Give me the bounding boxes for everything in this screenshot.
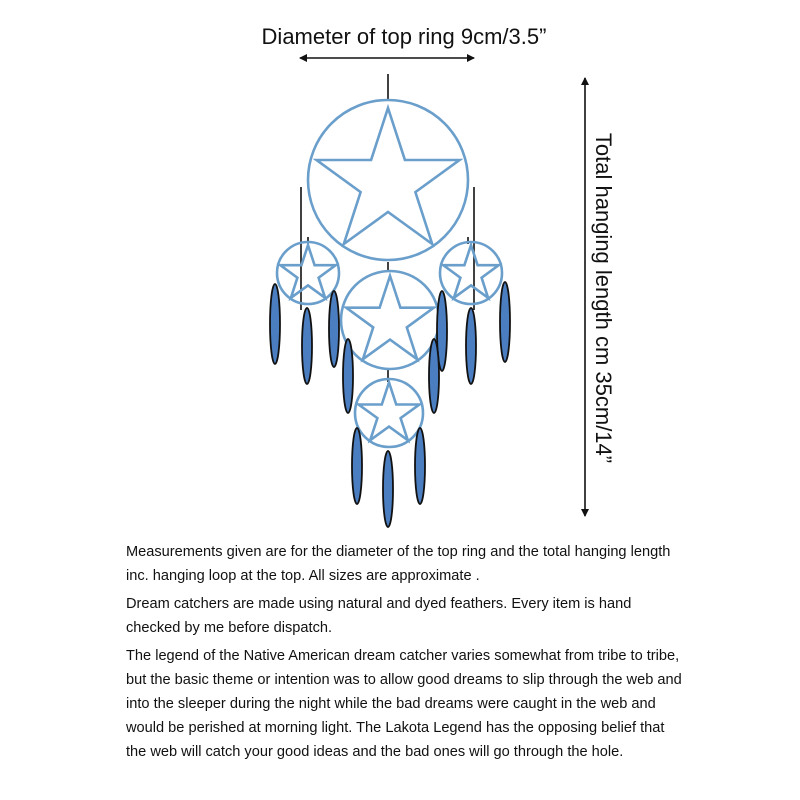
right-ring-hoop [440, 242, 502, 304]
feather-11 [415, 428, 425, 504]
feather-1 [270, 284, 280, 364]
top-ring-hoop [308, 100, 468, 260]
feather-6 [466, 308, 476, 384]
right-ring-star-icon [443, 245, 498, 298]
top-ring [308, 100, 468, 260]
middle-ring [341, 271, 439, 369]
feather-10 [383, 451, 393, 527]
top-ring-diameter-label: Diameter of top ring 9cm/3.5” [261, 24, 547, 49]
left-ring-hoop [277, 242, 339, 304]
right-ring [440, 242, 502, 304]
top-ring-star-icon [317, 108, 460, 244]
middle-ring-hoop [341, 271, 439, 369]
left-ring [277, 242, 339, 304]
bottom-ring-star-icon [359, 382, 420, 440]
feather-4 [343, 339, 353, 413]
feather-8 [429, 339, 439, 413]
bottom-ring-hoop [355, 379, 423, 447]
hanging-strings [301, 74, 474, 382]
legend-note: The legend of the Native American dream catcher varies somewhat from tribe to tribe, but the basic theme or intention was to allow good dreams to slip through the web and into the sleeper during the night while the bad dreams were caught in the web and would be perished at morning light. The Lakota Legend has the opposing belief that the web will catch your good ideas and the bad ones will go through the hole. [126, 648, 682, 760]
feather-2 [302, 308, 312, 384]
hanging-length-label: Total hanging length cm 35cm/14” [591, 132, 616, 464]
description-text [126, 540, 686, 768]
materials-note: Dream catchers are made using natural and dyed feathers. Every item is hand checked by me before dispatch. [126, 596, 632, 636]
middle-ring-star-icon [346, 276, 434, 359]
feather-3 [329, 291, 339, 367]
feather-9 [352, 428, 362, 504]
measurement-note: Measurements given are for the diameter of the top ring and the total hanging length inc. hanging loop at the top. All sizes are approximate . [126, 544, 671, 584]
bottom-ring [355, 379, 423, 447]
feather-7 [500, 282, 510, 362]
left-ring-star-icon [280, 245, 335, 298]
